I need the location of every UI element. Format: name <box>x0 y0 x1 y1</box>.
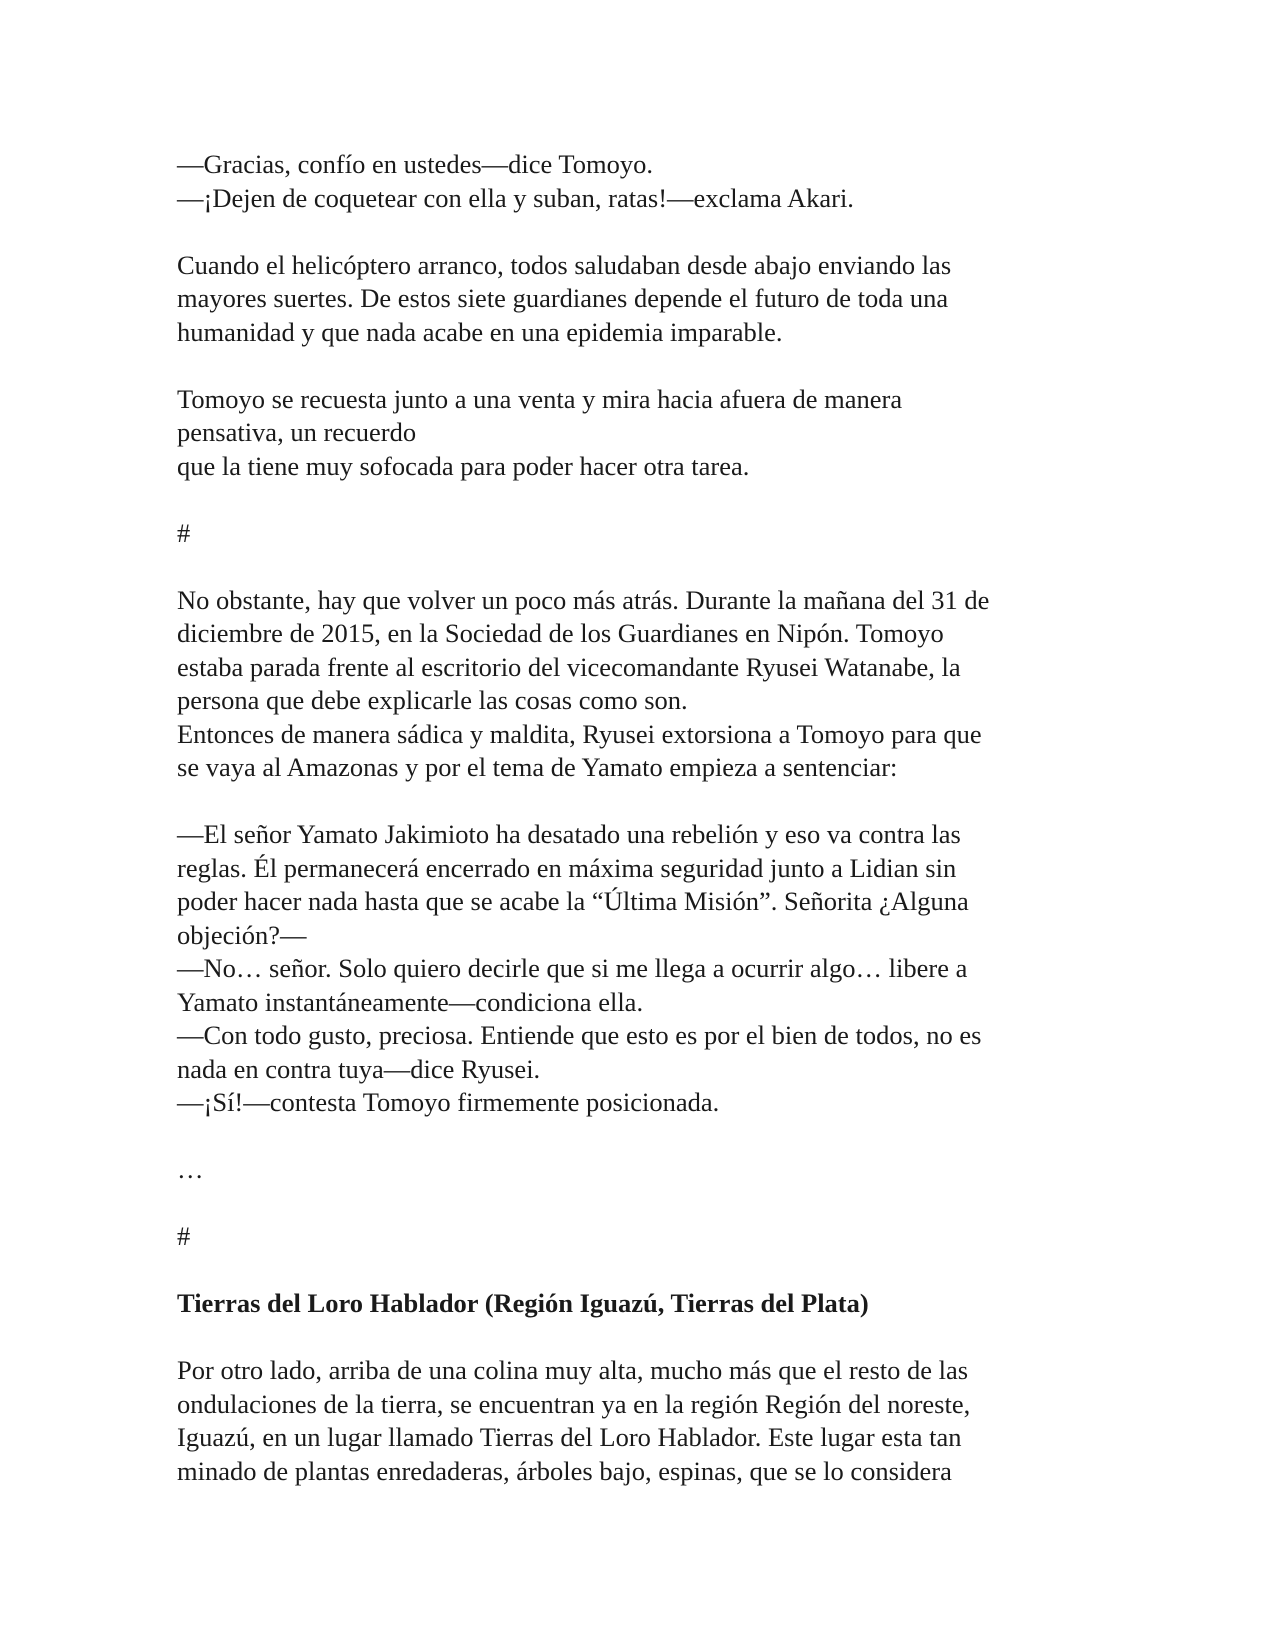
paragraph <box>177 1354 1097 1488</box>
text-line: # <box>177 1221 191 1251</box>
text-line: Tomoyo se recuesta junto a una venta y mira hacia afuera de manera <box>177 383 903 414</box>
text-line: Por otro lado, arriba de una colina muy alta, mucho más que el resto de las <box>177 1355 969 1385</box>
text-line: persona que debe explicarle las cosas como son. <box>177 685 688 715</box>
paragraph-gap <box>177 1321 1097 1355</box>
paragraph-gap <box>177 483 1097 517</box>
text-line: poder hacer nada hasta que se acabe la “Última Misión”. Señorita ¿Alguna <box>177 886 969 916</box>
text-line: —¡Sí!—contesta Tomoyo firmemente posicionada. <box>177 1087 720 1117</box>
paragraph <box>177 1220 1097 1254</box>
paragraph-gap <box>177 1254 1097 1288</box>
document-page <box>177 148 1097 1488</box>
paragraph-gap <box>177 785 1097 819</box>
text-line: Cuando el helicóptero arranco, todos saludaban desde abajo enviando las <box>177 249 952 280</box>
paragraph <box>177 148 1097 215</box>
text-line: se vaya al Amazonas y por el tema de Yamato empieza a sentenciar: <box>177 752 898 782</box>
text-line: ondulaciones de la tierra, se encuentran ya en la región Región del noreste, <box>177 1388 971 1419</box>
text-line: mayores suertes. De estos siete guardianes depende el futuro de toda una <box>177 283 949 313</box>
text-line: objeción?— <box>177 919 307 950</box>
text-line: —Con todo gusto, preciosa. Entiende que esto es por el bien de todos, no es <box>177 1020 982 1050</box>
text-line: que la tiene muy sofocada para poder hacer otra tarea. <box>177 450 750 481</box>
text-line: Iguazú, en un lugar llamado Tierras del Loro Hablador. Este lugar esta tan <box>177 1422 962 1452</box>
paragraph-gap <box>177 349 1097 383</box>
text-line: … <box>177 1154 204 1184</box>
paragraph-gap <box>177 1120 1097 1154</box>
text-line: No obstante, hay que volver un poco más atrás. Durante la mañana del 31 de <box>177 584 990 615</box>
paragraph-gap <box>177 550 1097 584</box>
text-line: nada en contra tuya—dice Ryusei. <box>177 1053 541 1084</box>
paragraph <box>177 1153 1097 1187</box>
text-line: estaba parada frente al escritorio del vicecomandante Ryusei Watanabe, la <box>177 651 961 682</box>
text-line: —¡Dejen de coquetear con ella y suban, ratas!—exclama Akari. <box>177 182 854 213</box>
text-line: # <box>177 517 191 548</box>
text-line: humanidad y que nada acabe en una epidemia imparable. <box>177 316 783 347</box>
text-line: reglas. Él permanecerá encerrado en máxima seguridad junto a Lidian sin <box>177 852 957 883</box>
text-line: Yamato instantáneamente—condiciona ella. <box>177 986 644 1017</box>
text-line: pensativa, un recuerdo <box>177 417 417 447</box>
text-line: Entonces de manera sádica y maldita, Ryusei extorsiona a Tomoyo para que <box>177 718 982 749</box>
text-line: —No… señor. Solo quiero decirle que si me llega a ocurrir algo… libere a <box>177 953 968 983</box>
paragraph-gap <box>177 1187 1097 1221</box>
text-line: —Gracias, confío en ustedes—dice Tomoyo. <box>177 149 654 179</box>
paragraph <box>177 584 1097 785</box>
paragraph <box>177 517 1097 551</box>
paragraph-gap <box>177 215 1097 249</box>
paragraph <box>177 383 1097 484</box>
text-line: diciembre de 2015, en la Sociedad de los Guardianes en Nipón. Tomoyo <box>177 618 944 648</box>
text-line: Tierras del Loro Hablador (Región Iguazú, Tierras del Plata) <box>177 1288 869 1318</box>
text-line: minado de plantas enredaderas, árboles bajo, espinas, que se lo considera <box>177 1455 952 1486</box>
section-heading <box>177 1287 1097 1321</box>
paragraph <box>177 249 1097 350</box>
paragraph <box>177 818 1097 1120</box>
text-line: —El señor Yamato Jakimioto ha desatado una rebelión y eso va contra las <box>177 819 961 849</box>
